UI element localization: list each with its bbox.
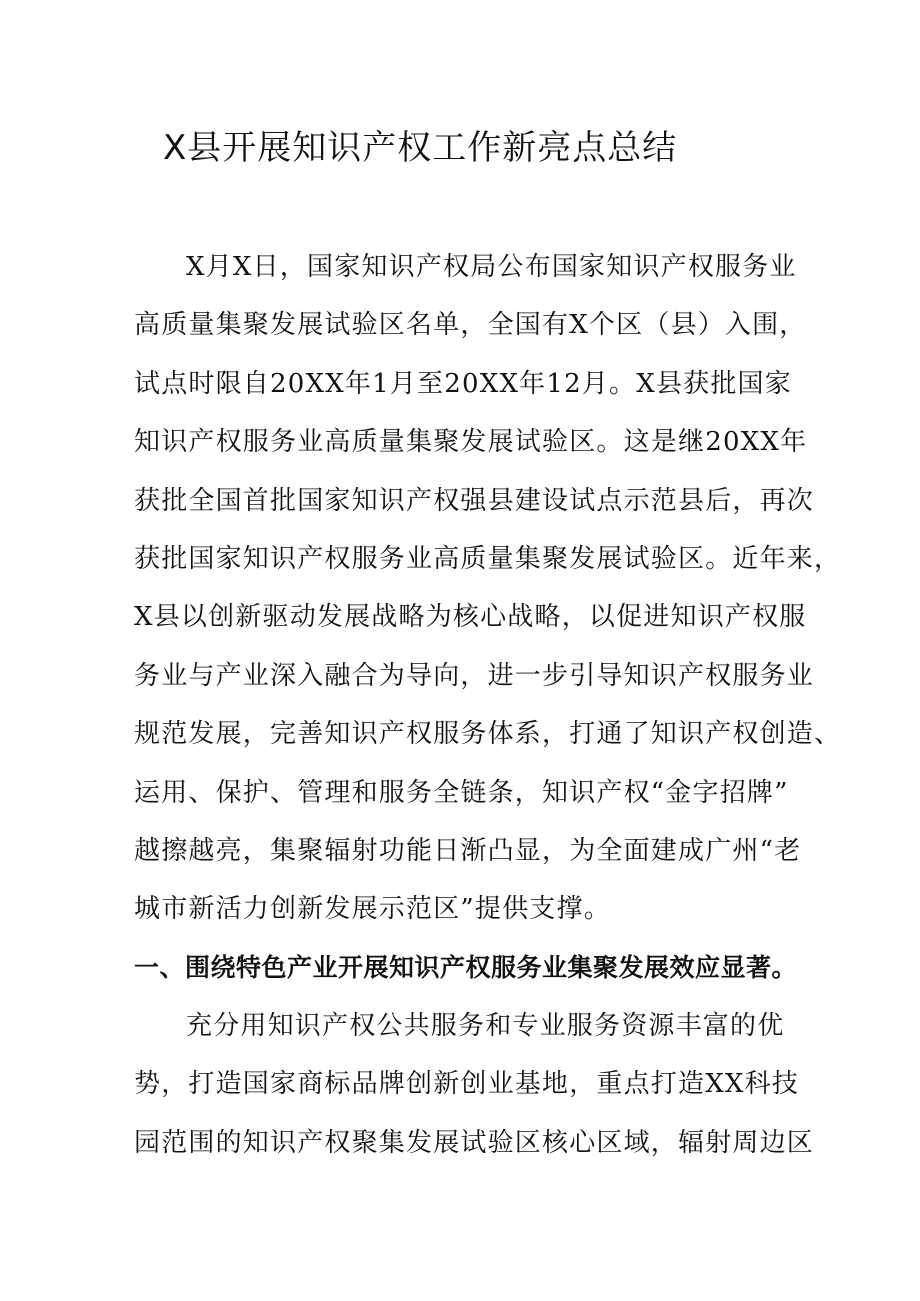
text-line: 充分用知识产权公共服务和专业服务资源丰富的优 (186, 1011, 785, 1042)
paragraph-section1 (134, 997, 815, 1172)
document-body (134, 238, 842, 1172)
text-line: 获批全国首批国家知识产权强县建设试点示范县后，再次 (134, 485, 815, 516)
text-line: 获批国家知识产权服务业高质量集聚发展试验区。近年来， (134, 543, 842, 574)
text-line: 城市新活力创新发展示范区”提供支撑。 (134, 894, 611, 925)
text-line: 规范发展，完善知识产权服务体系，打通了知识产权创造、 (134, 719, 842, 750)
text-line: 高质量集聚发展试验区名单，全国有X个区（县）入围， (134, 310, 807, 341)
text-line: X月X日，国家知识产权局公布国家知识产权服务业 (186, 252, 797, 282)
text-line: 知识产权服务业高质量集聚发展试验区。这是继20XX年 (134, 427, 808, 458)
document-title: X县开展知识产权工作新亮点总结 (163, 128, 678, 168)
text-line: 越擦越亮，集聚辐射功能日渐凸显，为全面建成广州“老 (134, 835, 802, 866)
text-line: 园范围的知识产权聚集发展试验区核心区域，辐射周边区 (134, 1127, 815, 1158)
text-line: 试点时限自20XX年1月至20XX年12月。X县获批国家 (134, 368, 792, 399)
text-line: 势，打造国家商标品牌创新创业基地，重点打造XX科技 (134, 1069, 800, 1100)
text-line: 务业与产业深入融合为导向，进一步引导知识产权服务业 (134, 660, 815, 691)
section-heading: 一、围绕特色产业开展知识产权服务业集聚发展效应显著。 (134, 952, 798, 982)
paragraph-intro (134, 238, 842, 939)
text-line: X县以创新驱动发展战略为核心战略，以促进知识产权服 (134, 602, 807, 633)
text-line: 运用、保护、管理和服务全链条，知识产权“金字招牌” (134, 777, 789, 808)
